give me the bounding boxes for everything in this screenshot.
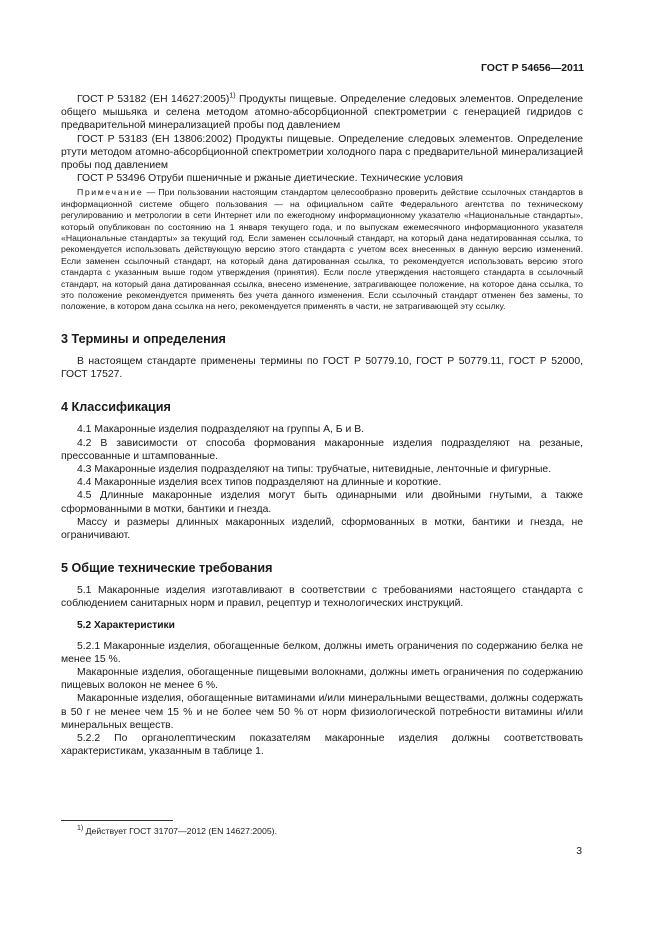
page-number: 3 bbox=[576, 846, 582, 857]
section-3-title: 3 Термины и определения bbox=[61, 331, 226, 346]
paragraph: В настоящем стандарте применены термины по ГОСТ Р 50779.10, ГОСТ Р 50779.11, ГОСТ Р 52000, ГОСТ 17527. bbox=[61, 355, 583, 381]
paragraph: Макаронные изделия, обогащенные витаминами и/или минеральными веществами, должны содержать в 50 г не менее чем 15 % и не более чем 50 % от норм физиологической потребности витамины и/или минеральных веществ. bbox=[61, 693, 583, 731]
paragraph-5-1: 5.1 Макаронные изделия изготавливают в соответствии с требованиями настоящего стандарта с соблюдением санитарных норм и правил, рецептур и технологических инструкций. bbox=[61, 585, 583, 610]
note-label: Примечание bbox=[77, 187, 144, 198]
footnote-divider bbox=[61, 820, 173, 821]
note-paragraph bbox=[61, 187, 583, 312]
footnote-mark: 1) bbox=[77, 825, 84, 833]
paragraph-5-2-2: 5.2.2 По органолептическим показателям макаронные изделия должны соответствовать характеристикам, указанным в таблице 1. bbox=[61, 732, 583, 758]
reference-53182: ГОСТ Р 53182 (ЕН 14627:2005)$^{1)}$ Продукты пищевые. Определение следовых элементов. Определение общего мышьяка и селена методом атомно-абсорбционной спектрометрии с генерацией гидридов с предварительной минерализацией пробы под давлением bbox=[61, 92, 583, 132]
note-text: — При пользовании настоящим стандартом целесообразно проверить действие ссылочных стандартов в информационной системе общего пользования — на официальном сайте Федерального агентства по техническому регулированию и метрологии в сети Интернет или по ежегодному информационному указателю «Национальные стандарты», который опубликован по состоянию на 1 января текущего года, и по выпускам ежемесячного информационного указателя «Национальные стандарты» за текущий год. Если заменен ссылочный стандарт, на который дана недатированная ссылка, то рекомендуется использовать действующую версию этого стандарта с учетом всех внесенных в данную версию изменений. Если заменен ссылочный стандарт, на который дана датированная ссылка, то рекомендуется использовать версию этого стандарта с указанным выше годом утверждения (принятия). Если после утверждения настоящего стандарта в ссылочный стандарт, на который дана датированная ссылка, внесено изменение, затрагивающее положение, на которое дана ссылка, то это положение рекомендуется применять без учета данного изменения. Если ссылочный стандарт отменен без замены, то положение, в котором дана ссылка на него, рекомендуется применять в части, не затрагивающей эту ссылку. bbox=[61, 187, 583, 312]
section-5-title: 5 Общие технические требования bbox=[61, 561, 273, 576]
subsection-5-2-title: 5.2 Характеристики bbox=[77, 619, 175, 631]
footnote-ref: 1) bbox=[229, 92, 236, 100]
paragraph-4-4: 4.4 Макаронные изделия всех типов подразделяют на длинные и короткие. bbox=[77, 477, 442, 489]
page-content bbox=[61, 93, 583, 758]
paragraph-4-3: 4.3 Макаронные изделия подразделяют на типы: трубчатые, нитевидные, ленточные и фигурные. bbox=[77, 463, 552, 475]
paragraph-4-5: 4.5 Длинные макаронные изделия могут быть одинарными или двойными гнутыми, а также сформованными в мотки, бантики и гнезда. bbox=[61, 490, 583, 515]
paragraph: Массу и размеры длинных макаронных изделий, сформованных в мотки, бантики и гнезда, не ограничивают. bbox=[61, 516, 583, 541]
paragraph: Макаронные изделия, обогащенные пищевыми волокнами, должны иметь ограничения по содержанию пищевых волокон не менее 6 %. bbox=[61, 666, 583, 692]
standard-number-header: ГОСТ Р 54656—2011 bbox=[480, 62, 584, 74]
footnote bbox=[77, 826, 277, 837]
footnote-text: Действует ГОСТ 31707—2012 (EN 14627:2005). bbox=[83, 826, 277, 836]
reference-53496: ГОСТ Р 53496 Отруби пшеничные и ржаные диетические. Технические условия bbox=[77, 173, 464, 185]
reference-53183: ГОСТ Р 53183 (ЕН 13806:2002) Продукты пищевые. Определение следовых элементов. Определение ртути методом атомно-абсорбционной спектрометрии холодного пара с предварительной минерализацией пробы под давлением bbox=[61, 133, 583, 172]
paragraph-4-1: 4.1 Макаронные изделия подразделяют на группы А, Б и В. bbox=[77, 424, 365, 436]
paragraph-5-2-1: 5.2.1 Макаронные изделия, обогащенные белком, должны иметь ограничения по содержанию белка не менее 15 %. bbox=[61, 640, 583, 665]
section-4-title: 4 Классификация bbox=[61, 400, 171, 415]
paragraph-4-2: 4.2 В зависимости от способа формования макаронные изделия подразделяют на резаные, прессованные и штампованные. bbox=[61, 437, 583, 462]
